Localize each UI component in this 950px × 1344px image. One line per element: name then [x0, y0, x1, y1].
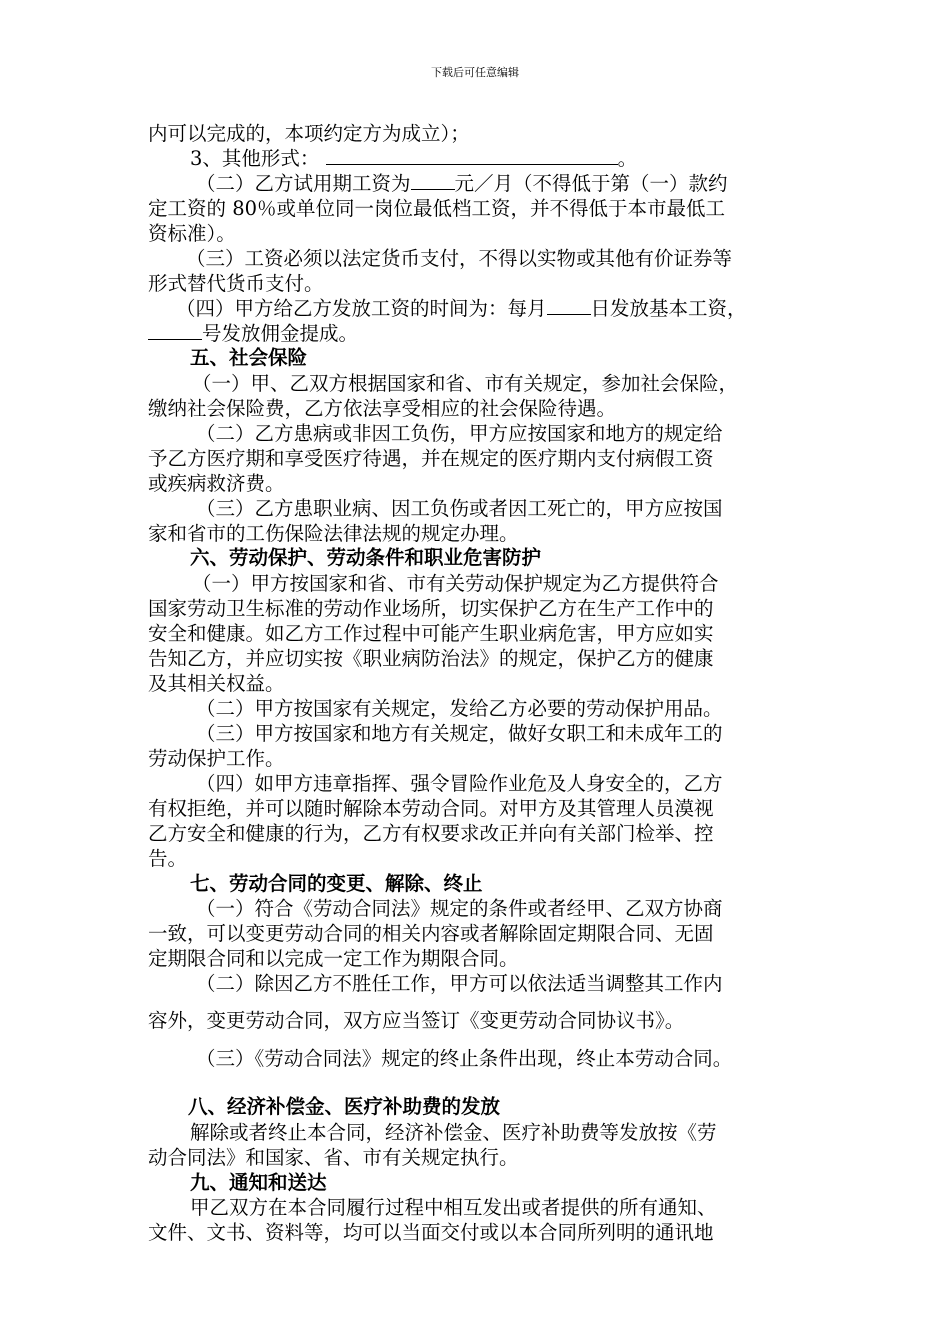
text-line — [196, 171, 728, 196]
section-heading: 八、经济补偿金、医疗补助费的发放 — [188, 1095, 501, 1118]
text-line: （四）如甲方违章指挥、强令冒险作业危及人身安全的，乙方 — [196, 772, 723, 795]
text-line: 家和省市的工伤保险法律法规的规定办理。 — [148, 522, 519, 545]
line-text: 日发放基本工资， — [590, 297, 747, 320]
text-line: 安全和健康。如乙方工作过程中可能产生职业病危害，甲方应如实 — [148, 622, 714, 645]
section-heading: 七、劳动合同的变更、解除、终止 — [190, 872, 483, 895]
text-line: （三）乙方患职业病、因工负伤或者因工死亡的，甲方应按国 — [196, 497, 723, 520]
line-text: 3、其他形式： — [190, 147, 320, 170]
line-text: （四）甲方给乙方发放工资的时间为：每月 — [176, 297, 547, 320]
text-line: 动合同法》和国家、省、市有关规定执行。 — [148, 1146, 519, 1169]
text-line: （三）《劳动合同法》规定的终止条件出现，终止本劳动合同。 — [196, 1047, 733, 1070]
text-line: 乙方安全和健康的行为，乙方有权要求改正并向有关部门检举、控 — [148, 822, 714, 845]
text-line: 文件、文书、资料等，均可以当面交付或以本合同所列明的通讯地 — [148, 1221, 714, 1244]
text-line: 告知乙方，并应切实按《职业病防治法》的规定，保护乙方的健康 — [148, 647, 714, 670]
text-line: 形式替代货币支付。 — [148, 272, 324, 295]
text-line: 国家劳动卫生标准的劳动作业场所，切实保护乙方在生产工作中的 — [148, 597, 714, 620]
text-line: （一）甲方按国家和省、市有关劳动保护规定为乙方提供符合 — [192, 572, 719, 595]
blank-underline — [148, 321, 202, 340]
section-heading: 六、劳动保护、劳动条件和职业危害防护 — [190, 546, 542, 569]
text-line: 及其相关权益。 — [148, 672, 285, 695]
text-line: 定期限合同和以完成一定工作为期限合同。 — [148, 947, 519, 970]
line-text: 。 — [617, 147, 638, 170]
line-text: 号发放佣金提成。 — [202, 322, 359, 345]
section-heading: 九、通知和送达 — [190, 1171, 327, 1194]
text-line: 有权拒绝，并可以随时解除本劳动合同。对甲方及其管理人员漠视 — [148, 797, 714, 820]
section-heading: 五、社会保险 — [190, 346, 308, 369]
text-line: 告。 — [148, 847, 188, 870]
text-line: 解除或者终止本合同，经济补偿金、医疗补助费等发放按《劳 — [190, 1121, 717, 1144]
text-line: 或疾病救济费。 — [148, 472, 285, 495]
text-line: 予乙方医疗期和享受医疗待遇，并在规定的医疗期内支付病假工资 — [148, 447, 714, 470]
text-line: 一致，可以变更劳动合同的相关内容或者解除固定期限合同、无固 — [148, 922, 714, 945]
line-text: （二）乙方试用期工资为 — [196, 172, 411, 195]
text-line: 缴纳社会保险费，乙方依法享受相应的社会保险待遇。 — [148, 397, 617, 420]
text-line: 甲乙双方在本合同履行过程中相互发出或者提供的所有通知、 — [190, 1196, 717, 1219]
text-line — [176, 296, 747, 321]
page-header: 下载后可任意编辑 — [431, 66, 519, 79]
text-line: （二）甲方按国家有关规定，发给乙方必要的劳动保护用品。 — [196, 697, 723, 720]
line-text: 元／月（不得低于第（一）款约 — [454, 172, 728, 195]
blank-underline — [326, 146, 618, 165]
text-line: 资标准）。 — [148, 222, 236, 245]
text-line: （三）甲方按国家和地方有关规定，做好女职工和未成年工的 — [196, 722, 723, 745]
text-line: 容外，变更劳动合同，双方应当签订《变更劳动合同协议书》。 — [148, 1009, 685, 1032]
text-line: （三）工资必须以法定货币支付，不得以实物或其他有价证券等 — [186, 247, 733, 270]
text-line: （一）甲、乙双方根据国家和省、市有关规定，参加社会保险， — [192, 372, 739, 395]
text-line: （二）除因乙方不胜任工作，甲方可以依法适当调整其工作内 — [196, 972, 723, 995]
text-line — [148, 321, 358, 346]
text-line: （一）符合《劳动合同法》规定的条件或者经甲、乙双方协商 — [196, 897, 723, 920]
text-line — [190, 146, 637, 171]
text-line: （二）乙方患病或非因工负伤，甲方应按国家和地方的规定给 — [196, 422, 723, 445]
text-line: 定工资的 80％或单位同一岗位最低档工资，并不得低于本市最低工 — [148, 197, 726, 220]
blank-underline — [547, 296, 591, 315]
text-line: 劳动保护工作。 — [148, 747, 285, 770]
blank-underline — [411, 171, 455, 190]
text-line: 内可以完成的，本项约定方为成立）； — [148, 122, 470, 145]
